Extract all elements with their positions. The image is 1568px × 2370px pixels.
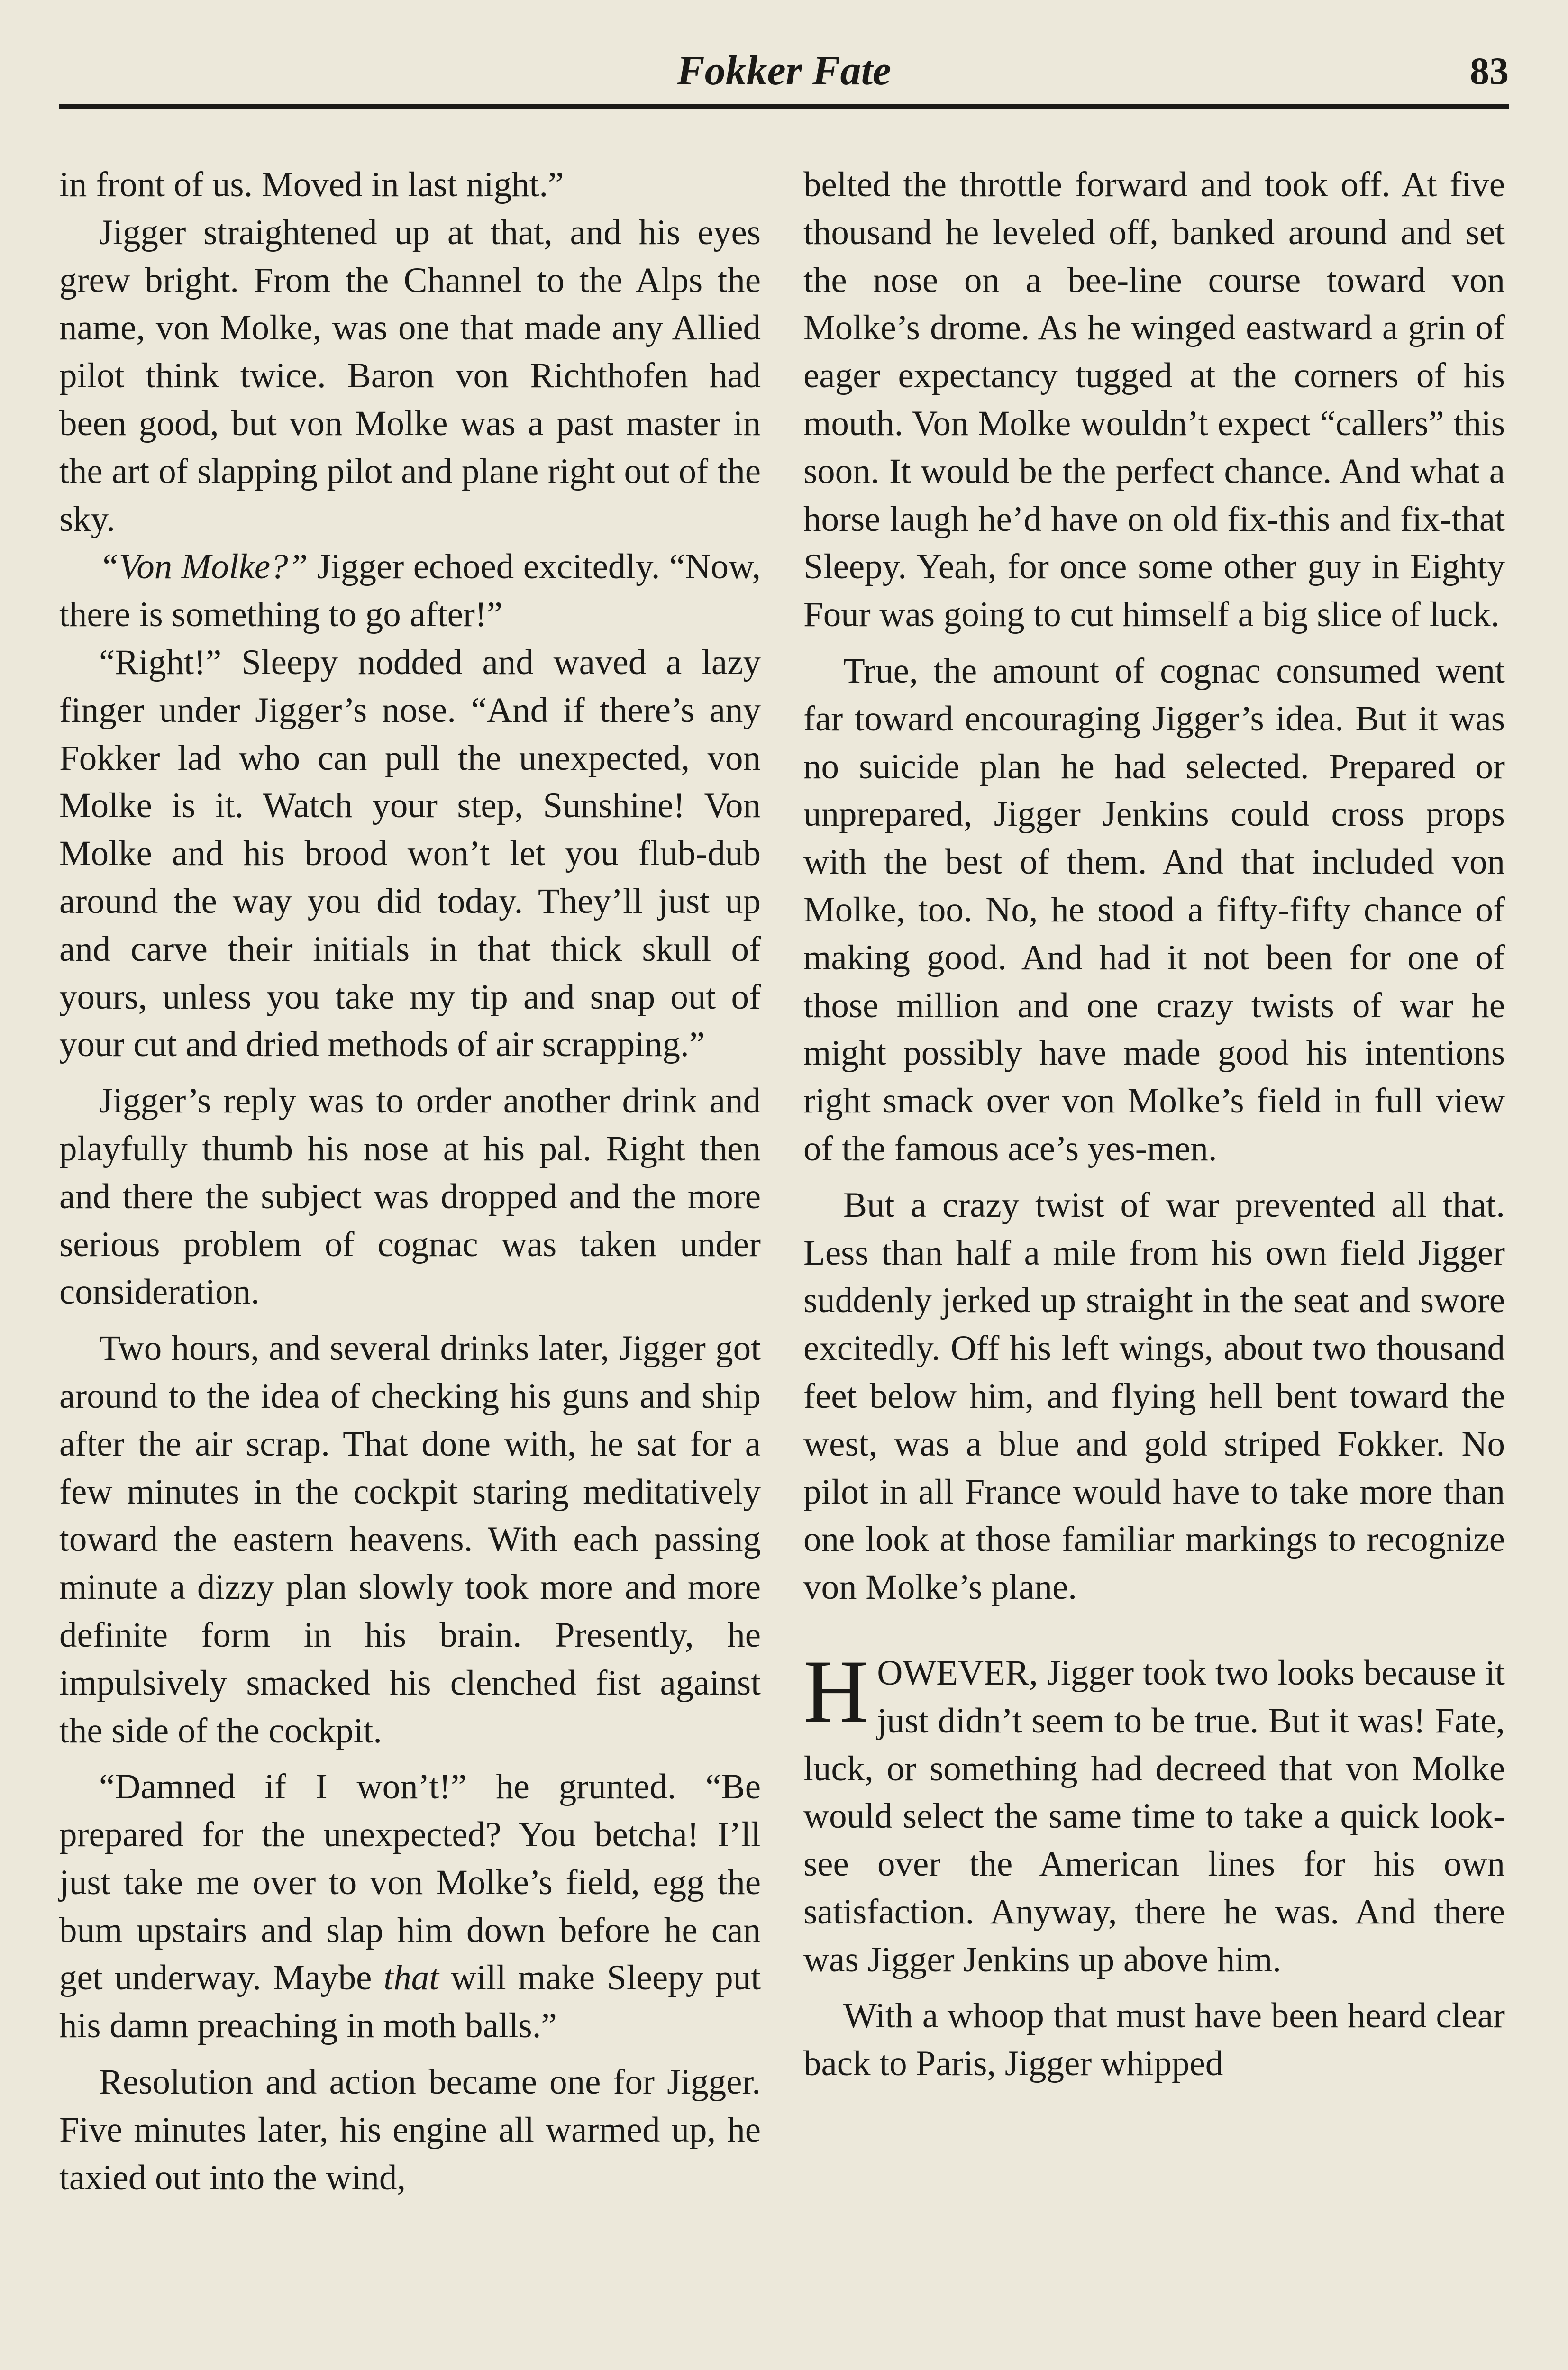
paragraph — [803, 1182, 1505, 1612]
paragraph — [803, 161, 1505, 639]
drop-cap: H — [803, 1641, 869, 1741]
paragraph-text: With a whoop that must have been heard clear back to Paris, Jigger whipped — [803, 1996, 1505, 2084]
paragraph-text: But a crazy twist of war prevented all that. Less than half a mile from his own field Jigger suddenly jerked up straight in the seat and swore excitedly. Off his left wings, about two thousand feet below him, and flying hell bent toward the west, was a blue and gold striped Fokker. No pilot in all France would have to take more than one look at those familiar markings to recognize von Molke’s plane. — [803, 1185, 1505, 1607]
page-header — [59, 43, 1509, 109]
text-run: will make Sleepy put his damn preaching in moth balls.” — [59, 1958, 761, 2046]
paragraph — [59, 209, 761, 544]
paragraph-text: Jigger echoed excitedly. “Now, there is something to go after!” — [59, 547, 761, 635]
paragraph-text: in front of us. Moved in last night.” — [59, 165, 564, 204]
paragraph-text: Resolution and action became one for Jigger. Five minutes later, his engine all warmed up, he taxied out into the wind, — [59, 2062, 761, 2197]
paragraph-text: True, the amount of cognac consumed went far toward encouraging Jigger’s idea. But it was no suicide plan he had selected. Prepared or unprepared, Jigger Jenkins could cross props with the best of them. And that included von Molke, too. No, he stood a fifty-fifty chance of making good. And had it not been for one of those million and one crazy twists of war he might possibly have made good his intentions right smack over von Molke’s field in full view of the famous ace’s yes-men. — [803, 651, 1505, 1168]
paragraph — [803, 647, 1505, 1173]
paragraph-text: “Right!” Sleepy nodded and waved a lazy finger under Jigger’s nose. “And if there’s any Fokker lad who can pull the unexpected, von Molke is it. Watch your step, Sunshine! Von Molke and his brood won’t let you flub-dub around the way you did today. They’ll just up and carve their initials in that thick skull of yours, unless you take my tip and snap out of your cut and dried methods of air scrapping.” — [59, 642, 761, 1065]
italic-lead: “Von Molke?” — [99, 547, 308, 587]
text-run: “Damned if I won’t!” he grunted. “Be prepared for the unexpected? You betcha! I’ll just take me over to von Molke’s field, egg the bum upstairs and slap him down before he can get underway. Maybe — [59, 1767, 761, 1998]
running-title: Fokker Fate — [676, 48, 892, 94]
paragraph-text: belted the throttle forward and took off. At five thousand he leveled off, banked around and set the nose on a bee-line course toward von Molke’s drome. As he winged eastward a grin of eager expectancy tugged at the corners of his mouth. Von Molke wouldn’t expect “callers” this soon. It would be the perfect chance. And what a horse laugh he’d have on old fix-this and fix-that Sleepy. Yeah, for once some other guy in Eighty Four was going to cut himself a big slice of luck. — [803, 165, 1505, 635]
paragraph — [59, 543, 761, 639]
paragraph — [59, 161, 761, 209]
paragraph — [59, 1325, 761, 1755]
paragraph-text: Jigger’s reply was to order another drink and playfully thumb his nose at his pal. Right then and there the subject was dropped and the more serious problem of cognac was taken under consideration. — [59, 1081, 761, 1312]
page-number: 83 — [1470, 49, 1509, 92]
italic-word: that — [383, 1958, 439, 1998]
paragraph — [803, 1641, 1505, 1984]
paragraph — [59, 1763, 761, 2050]
paragraph — [59, 1077, 761, 1316]
paragraph-text: Two hours, and several drinks later, Jigger got around to the idea of checking his guns and ship after the air scrap. That done with, he sat for a few minutes in the cockpit staring meditatively toward the eastern heavens. With each passing minute a dizzy plan slowly took more and more definite form in his brain. Presently, he impulsively smacked his clenched fist against the side of the cockpit. — [59, 1329, 761, 1750]
paragraph — [803, 1992, 1505, 2088]
paragraph — [59, 2059, 761, 2202]
left-column — [59, 161, 761, 2202]
right-column — [803, 161, 1505, 2088]
paragraph-text: OWEVER, Jigger took two looks because it just didn’t seem to be true. But it was! Fate, luck, or something had decreed that von Molke would select the same time to take a quick look-see over the American lines for his own satisfaction. Anyway, there he was. And there was Jigger Jenkins up above him. — [803, 1653, 1505, 1979]
paragraph-text: Jigger straightened up at that, and his eyes grew bright. From the Channel to the Alps the name, von Molke, was one that made any Allied pilot think twice. Baron von Richthofen had been good, but von Molke was a past master in the art of slapping pilot and plane right out of the sky. — [59, 212, 761, 539]
paragraph — [59, 639, 761, 1069]
